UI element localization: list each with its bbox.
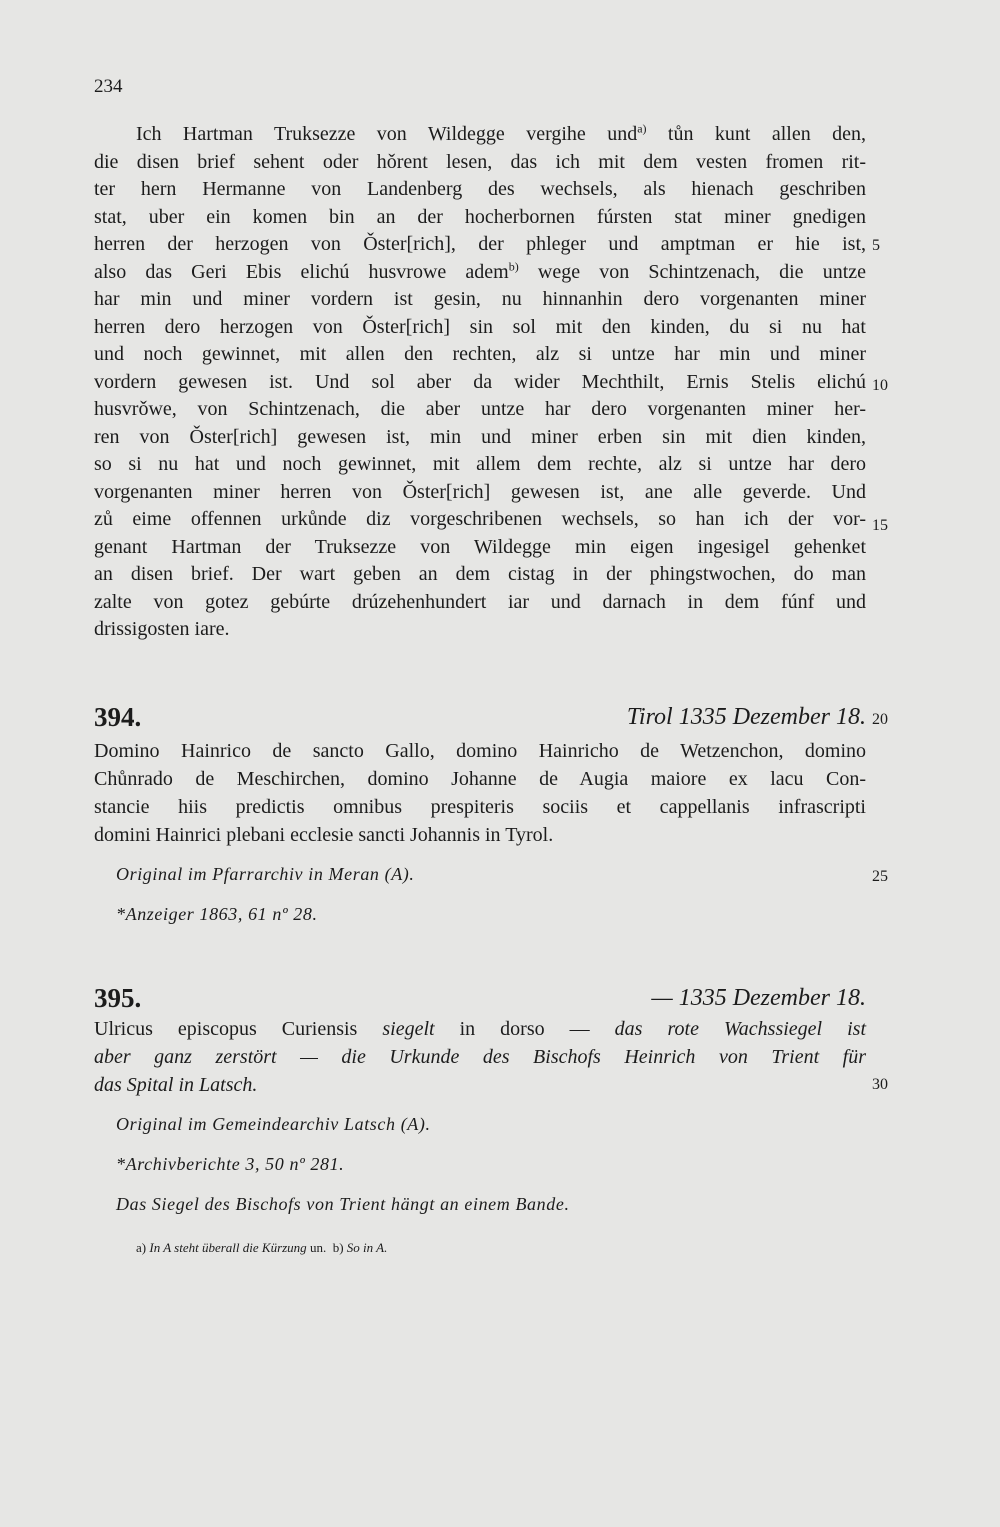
footnotes	[136, 1240, 387, 1256]
text-line	[94, 340, 866, 368]
text-line: Domino Hainrico de sancto Gallo, domino Hainricho de Wetzenchon, domino	[94, 740, 866, 762]
text-span: ren von Ǒster[rich] gewesen ist, min und miner erben sin mit dien kinden,	[94, 425, 866, 448]
text-span: herren der herzogen von Ǒster[rich], der phleger und amptman er hie ist,	[94, 233, 866, 255]
text-span: drissigosten iare.	[94, 618, 230, 640]
text-span: die disen brief sehent oder hǒrent lesen, das ich mit dem vesten fromen rit-	[94, 150, 866, 173]
margin-line-number: 20	[872, 711, 888, 728]
text-line	[94, 230, 866, 258]
footnote-mark: a)	[136, 1240, 147, 1255]
margin-line-number: 5	[872, 237, 880, 254]
text-span: vordern gewesen ist. Und sol aber da wider Mechthilt, Ernis Stelis elichú	[94, 370, 866, 393]
text-span: wege von Schintzenach, die untze	[518, 260, 867, 283]
footnote-mark: b)	[508, 258, 519, 273]
text-line: domini Hainrici plebani ecclesie sancti Johannis in Tyrol.	[94, 824, 554, 846]
text-line	[94, 313, 866, 341]
text-line	[94, 258, 866, 286]
page-number: 234	[94, 76, 123, 97]
footnote-text: In A steht überall die Kürzung	[149, 1240, 307, 1255]
text-span: zalte von gotez gebúrte drúzehenhundert iar und darnach in dem fúnf und	[94, 590, 866, 613]
document-number: 395.	[94, 983, 142, 1013]
text-span: also das Geri Ebis elichú husvrowe adem	[94, 260, 509, 283]
text-span: stat, uber ein komen bin an der hocherbornen fúrsten stat miner gnedigen	[94, 205, 866, 228]
document-394-heading	[94, 702, 866, 736]
text-line	[94, 368, 866, 396]
text-line	[94, 148, 866, 176]
text-line	[94, 423, 866, 451]
document-number: 394.	[94, 702, 142, 732]
text-line	[94, 175, 866, 203]
print-reference: *Anzeiger 1863, 61 nº 28.	[116, 904, 318, 924]
margin-line-number: 15	[872, 517, 888, 534]
document-date: Tirol 1335 Dezember 18.	[626, 704, 866, 730]
text-span: siegelt	[382, 1018, 435, 1040]
margin-line-number: 10	[872, 377, 888, 394]
text-span: vorgenanten miner herren von Ǒster[rich] gewesen ist, ane alle geverde. Und	[94, 480, 866, 503]
text-line: aber ganz zerstört — die Urkunde des Bischofs Heinrich von Trient für	[94, 1046, 866, 1068]
text-span: herren dero herzogen von Ǒster[rich] sin sol mit den kinden, du si nu hat	[94, 315, 866, 338]
text-line	[94, 588, 866, 616]
text-span: husvrǒwe, von Schintzenach, die aber untze har dero vorgenanten miner her-	[94, 398, 866, 420]
text-line	[94, 478, 866, 506]
text-line	[94, 615, 866, 643]
text-span: in dorso —	[434, 1018, 615, 1040]
text-span: so si nu hat und noch gewinnet, mit allem dem rechte, alz si untze har dero	[94, 453, 866, 475]
text-line	[94, 1015, 866, 1043]
footnote-mark: b)	[332, 1240, 344, 1255]
footnote-text: un.	[306, 1240, 327, 1255]
footnote-text: So in A.	[346, 1240, 388, 1255]
text-span: zů eime offennen urkůnde diz vorgeschribenen wechsels, so han ich der vor-	[94, 508, 866, 530]
archive-source: Original im Pfarrarchiv in Meran (A).	[116, 864, 415, 884]
text-span: und noch gewinnet, mit allen den rechten, alz si untze har min und miner	[94, 343, 866, 365]
text-line	[94, 203, 866, 231]
text-line	[94, 533, 866, 561]
text-span: tůn kunt allen den,	[646, 123, 866, 145]
text-line	[94, 505, 866, 533]
document-395-heading	[94, 983, 866, 1017]
text-line: Chůnrado de Meschirchen, domino Johanne de Augia maiore ex lacu Con-	[94, 768, 866, 790]
text-span: ter hern Hermanne von Landenberg des wechsels, als hienach geschriben	[94, 178, 866, 200]
archive-source: Original im Gemeindearchiv Latsch (A).	[116, 1114, 431, 1134]
footnote-mark: a)	[637, 121, 647, 136]
document-date: — 1335 Dezember 18.	[651, 985, 866, 1011]
print-reference: *Archivberichte 3, 50 nº 281.	[116, 1154, 345, 1174]
text-line	[136, 120, 866, 148]
text-line: stancie hiis predictis omnibus prespiteris sociis et cappellanis infrascripti	[94, 796, 866, 818]
text-span: Ulricus episcopus Curiensis	[94, 1018, 383, 1040]
editorial-note: Das Siegel des Bischofs von Trient hängt an einem Bande.	[116, 1194, 570, 1214]
text-line	[94, 560, 866, 588]
text-span: das rote Wachssiegel ist	[614, 1018, 867, 1040]
text-span: an disen brief. Der wart geben an dem cistag in der phingstwochen, do man	[94, 563, 866, 585]
text-line	[94, 395, 866, 423]
text-span: genant Hartman der Truksezze von Wildegge min eigen ingesigel gehenket	[94, 535, 866, 558]
text-line	[94, 450, 866, 478]
text-span: Ich Hartman Truksezze von Wildegge vergihe und	[136, 123, 638, 145]
margin-line-number: 30	[872, 1076, 888, 1093]
text-line: das Spital in Latsch.	[94, 1074, 258, 1096]
text-line	[94, 285, 866, 313]
text-span: har min und miner vordern ist gesin, nu hinnanhin dero vorgenanten miner	[94, 288, 866, 310]
margin-line-number: 25	[872, 868, 888, 885]
